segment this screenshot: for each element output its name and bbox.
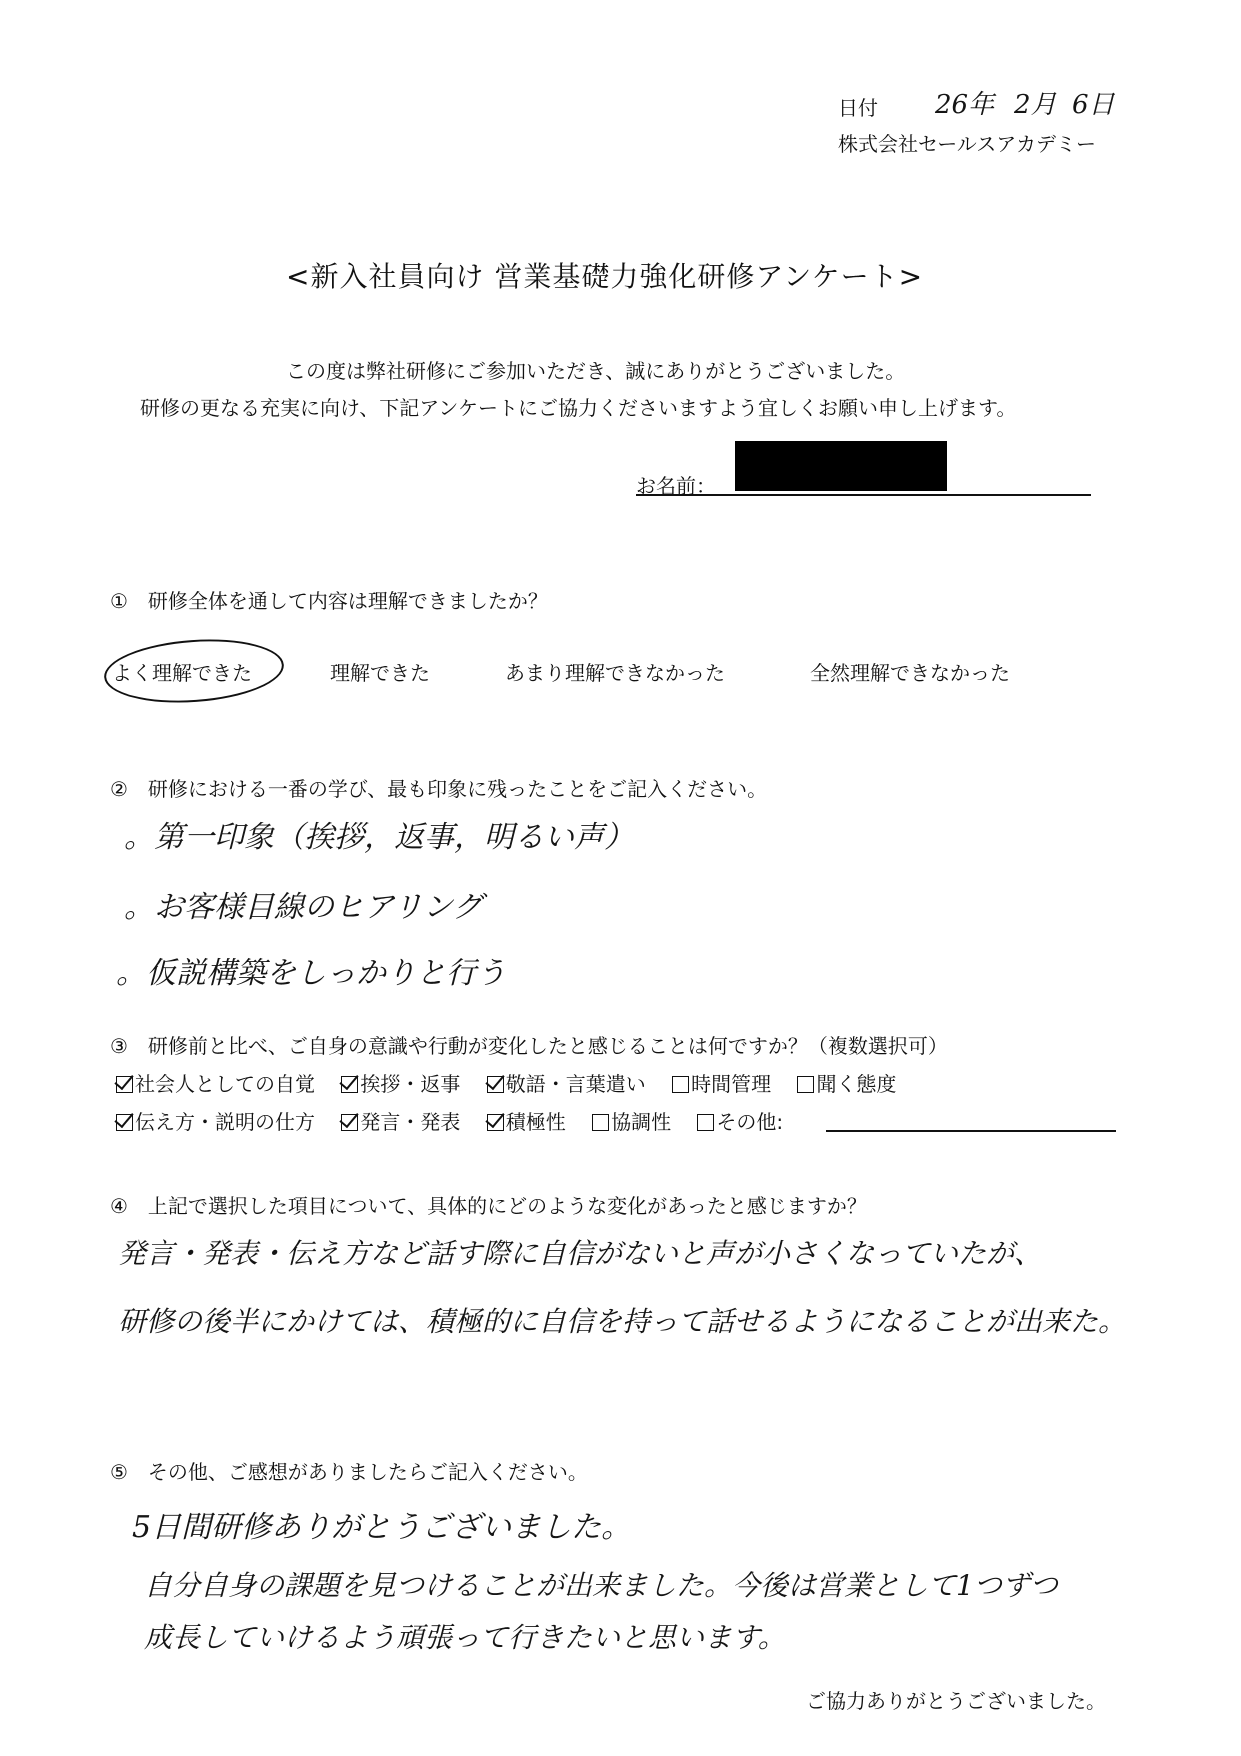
option-honorifics[interactable]: 敬語・言葉遣い xyxy=(487,1072,646,1096)
name-underline xyxy=(636,494,1091,496)
name-redaction xyxy=(735,441,947,491)
q1-option-2[interactable]: 理解できた xyxy=(330,661,430,685)
option-listening[interactable]: 聞く態度 xyxy=(797,1072,896,1096)
other-input-line[interactable] xyxy=(826,1130,1116,1132)
q1-option-4[interactable]: 全然理解できなかった xyxy=(810,661,1010,685)
q4-answer-1: 発言・発表・伝え方など話す際に自信がないと声が小さくなっていたが、 xyxy=(118,1237,1043,1270)
q4-question: ④ 上記で選択した項目について、具体的にどのような変化があったと感じますか？ xyxy=(110,1194,867,1218)
footer-thanks: ご協力ありがとうございました。 xyxy=(806,1689,1106,1713)
checkbox-checked-icon[interactable] xyxy=(341,1114,358,1131)
selection-circle-mark xyxy=(102,634,286,708)
q2-answer-2: 。お客様目線のヒアリング xyxy=(124,890,483,925)
checkbox-icon[interactable] xyxy=(797,1076,814,1093)
option-greeting[interactable]: 挨拶・返事 xyxy=(341,1072,460,1096)
q1-question: ① 研修全体を通して内容は理解できましたか？ xyxy=(110,589,548,613)
intro-line-2: 研修の更なる充実に向け、下記アンケートにご協力くださいますよう宜しくお願い申し上げます。 xyxy=(140,396,1017,420)
q1-option-1[interactable]: よく理解できた xyxy=(112,661,252,685)
checkbox-checked-icon[interactable] xyxy=(487,1076,504,1093)
date-label: 日付 xyxy=(838,96,878,120)
option-presentation[interactable]: 発言・発表 xyxy=(341,1110,460,1134)
company-name: 株式会社セールスアカデミー xyxy=(838,132,1096,156)
option-social-awareness[interactable]: 社会人としての自覚 xyxy=(116,1072,315,1096)
q1-option-3[interactable]: あまり理解できなかった xyxy=(505,661,725,685)
q5-answer-1: 5日間研修ありがとうございました。 xyxy=(132,1510,632,1545)
date-year: 26年 xyxy=(935,90,995,120)
survey-title: <新入社員向け 営業基礎力強化研修アンケート> xyxy=(286,260,924,293)
checkbox-checked-icon[interactable] xyxy=(487,1114,504,1131)
date-month: 2月 xyxy=(1014,90,1057,120)
option-other[interactable]: その他: xyxy=(697,1110,783,1134)
q3-options-row-2 xyxy=(116,1106,783,1135)
checkbox-icon[interactable] xyxy=(697,1114,714,1131)
q5-answer-2: 自分自身の課題を見つけることが出来ました。今後は営業として1つずつ xyxy=(144,1569,1058,1602)
option-explanation[interactable]: 伝え方・説明の仕方 xyxy=(116,1110,315,1134)
option-time-management[interactable]: 時間管理 xyxy=(672,1072,771,1096)
option-cooperation[interactable]: 協調性 xyxy=(592,1110,671,1134)
option-initiative[interactable]: 積極性 xyxy=(487,1110,566,1134)
q3-question: ③ 研修前と比べ、ご自身の意識や行動が変化したと感じることは何ですか？（複数選択可） xyxy=(110,1034,948,1058)
q2-answer-3: 。仮説構築をしっかりと行う xyxy=(116,956,506,991)
checkbox-checked-icon[interactable] xyxy=(116,1076,133,1093)
q3-options-row-1 xyxy=(116,1068,916,1097)
q2-answer-1: 。第一印象（挨拶，返事，明るい声） xyxy=(124,820,634,855)
checkbox-checked-icon[interactable] xyxy=(116,1114,133,1131)
q5-question: ⑤ その他、ご感想がありましたらご記入ください。 xyxy=(110,1460,588,1484)
checkbox-checked-icon[interactable] xyxy=(341,1076,358,1093)
name-label: お名前： xyxy=(636,474,716,498)
q4-answer-2: 研修の後半にかけては、積極的に自信を持って話せるようになることが出来た。 xyxy=(118,1305,1127,1338)
date-day: 6日 xyxy=(1072,90,1115,120)
q5-answer-3: 成長していけるよう頑張って行きたいと思います。 xyxy=(144,1621,786,1654)
intro-line-1: この度は弊社研修にご参加いただき、誠にありがとうございました。 xyxy=(286,359,906,383)
q2-question: ② 研修における一番の学び、最も印象に残ったことをご記入ください。 xyxy=(110,777,768,801)
checkbox-icon[interactable] xyxy=(592,1114,609,1131)
checkbox-icon[interactable] xyxy=(672,1076,689,1093)
